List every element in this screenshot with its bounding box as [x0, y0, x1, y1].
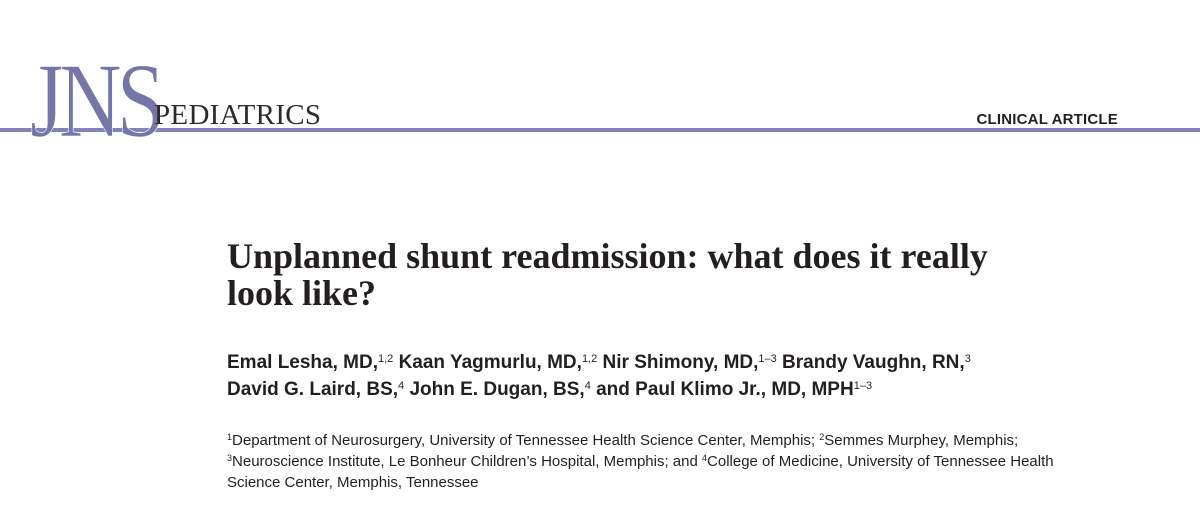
author-list — [227, 349, 1087, 403]
affiliation-text: College of Medicine, University of Tennessee Health Science Center, Memphis, Tennessee — [227, 453, 1054, 491]
author: Emal Lesha, MD,$^{1,2}$ — [227, 352, 394, 373]
affiliations — [227, 430, 1107, 493]
article-type-label: CLINICAL ARTICLE — [976, 111, 1118, 128]
affiliation-number: 3 — [227, 453, 233, 464]
affiliation-number: 1 — [227, 432, 233, 443]
affiliation-number: 2 — [819, 432, 825, 443]
affiliation-text: Department of Neurosurgery, University of Tennessee Health Science Center, Memphis; — [232, 432, 820, 449]
journal-subtitle: PEDIATRICS — [154, 99, 322, 131]
author: Kaan Yagmurlu, MD,$^{1,2}$ — [398, 352, 598, 373]
author: and Paul Klimo Jr., MD, MPH$^{1-3}$ — [596, 379, 873, 400]
article-title: Unplanned shunt readmission: what does it really look like? — [227, 236, 988, 313]
journal-logo: JNS — [30, 42, 161, 159]
author: David G. Laird, BS,$^4$ — [227, 379, 405, 400]
affiliation-text: Neuroscience Institute, Le Bonheur Children’s Hospital, Memphis; and — [232, 453, 702, 470]
affiliation-number: 4 — [702, 453, 708, 464]
author: Brandy Vaughn, RN,$^3$ — [782, 352, 971, 373]
affiliation-text: Semmes Murphey, Memphis; — [824, 432, 1019, 449]
author: John E. Dugan, BS,$^4$ — [409, 379, 591, 400]
author: Nir Shimony, MD,$^{1-3}$ — [602, 352, 777, 373]
